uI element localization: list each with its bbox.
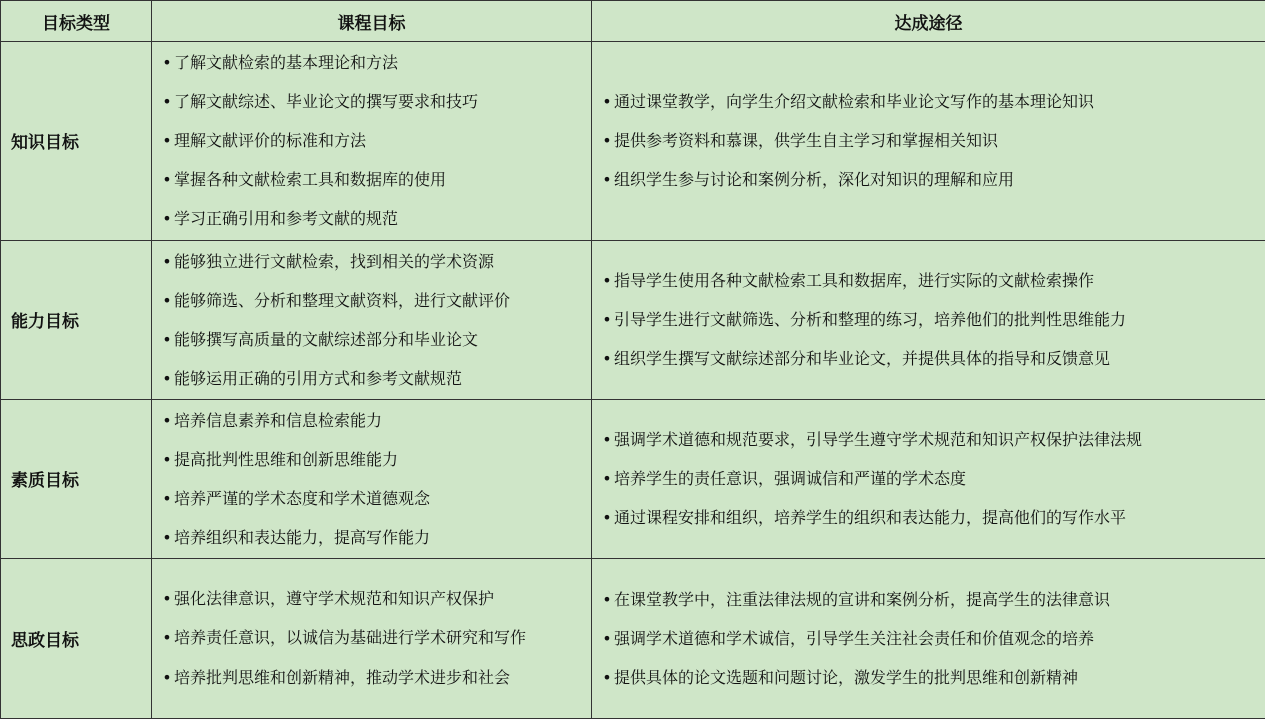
table-row (1, 400, 1265, 558)
table-row (1, 240, 1265, 399)
target-type-cell: 知识目标 (1, 42, 152, 241)
bullet-icon: • (162, 131, 172, 151)
methods-cell (592, 42, 1265, 241)
list-item: • 强化法律意识，遵守学术规范和知识产权保护 (160, 579, 591, 618)
list-item: • 能够筛选、分析和整理文献资料，进行文献评价 (160, 281, 591, 320)
list-item: • 提供参考资料和慕课，供学生自主学习和掌握相关知识 (600, 121, 1265, 160)
bullet-icon: • (602, 430, 612, 450)
list-item: • 了解文献检索的基本理论和方法 (160, 43, 591, 82)
list-item: • 通过课堂教学，向学生介绍文献检索和毕业论文写作的基本理论知识 (600, 82, 1265, 121)
bullet-icon: • (162, 410, 172, 430)
bullet-icon: • (602, 628, 612, 648)
list-item: • 指导学生使用各种文献检索工具和数据库，进行实际的文献检索操作 (600, 261, 1265, 300)
bullet-icon: • (162, 488, 172, 508)
bullet-icon: • (162, 589, 172, 609)
bullet-icon: • (162, 53, 172, 73)
target-type-cell: 思政目标 (1, 558, 152, 719)
list-item: • 能够运用正确的引用方式和参考文献规范 (160, 359, 591, 398)
bullet-icon: • (162, 449, 172, 469)
header-course-goal: 课程目标 (152, 1, 592, 42)
goals-cell (152, 240, 592, 399)
bullet-icon: • (162, 527, 172, 547)
list-item: • 培养组织和表达能力，提高写作能力 (160, 518, 591, 557)
bullet-icon: • (602, 469, 612, 489)
bullet-icon: • (162, 668, 172, 688)
header-target-type: 目标类型 (1, 1, 152, 42)
list-item: • 理解文献评价的标准和方法 (160, 121, 591, 160)
bullet-icon: • (162, 92, 172, 112)
bullet-icon: • (602, 508, 612, 528)
list-item: • 引导学生进行文献筛选、分析和整理的练习，培养他们的批判性思维能力 (600, 300, 1265, 339)
list-item: • 培养责任意识，以诚信为基础进行学术研究和写作 (160, 618, 591, 658)
bullet-icon: • (602, 667, 612, 687)
list-item: • 能够撰写高质量的文献综述部分和毕业论文 (160, 320, 591, 359)
bullet-icon: • (162, 329, 172, 349)
goals-cell (152, 42, 592, 241)
list-item: • 培养严谨的学术态度和学术道德观念 (160, 479, 591, 518)
goals-cell (152, 400, 592, 558)
bullet-icon: • (602, 271, 612, 291)
bullet-icon: • (162, 290, 172, 310)
table-row (1, 42, 1265, 241)
bullet-icon: • (162, 251, 172, 271)
bullet-icon: • (162, 170, 172, 190)
list-item: • 通过课程安排和组织，培养学生的组织和表达能力，提高他们的写作水平 (600, 498, 1265, 537)
bullet-icon: • (602, 589, 612, 609)
bullet-icon: • (602, 349, 612, 369)
list-item: • 在课堂教学中，注重法律法规的宣讲和案例分析，提高学生的法律意识 (600, 580, 1265, 619)
goals-cell (152, 558, 592, 719)
list-item: • 强调学术道德和学术诚信，引导学生关注社会责任和价值观念的培养 (600, 619, 1265, 658)
bullet-icon: • (602, 131, 612, 151)
bullet-icon: • (602, 170, 612, 190)
methods-cell (592, 400, 1265, 558)
list-item: • 能够独立进行文献检索，找到相关的学术资源 (160, 242, 591, 281)
list-item: • 强调学术道德和规范要求，引导学生遵守学术规范和知识产权保护法律法规 (600, 420, 1265, 459)
list-item: • 提高批判性思维和创新思维能力 (160, 440, 591, 479)
list-item: • 组织学生参与讨论和案例分析，深化对知识的理解和应用 (600, 160, 1265, 199)
list-item: • 提供具体的论文选题和问题讨论，激发学生的批判思维和创新精神 (600, 658, 1265, 697)
bullet-icon: • (602, 92, 612, 112)
list-item: • 培养学生的责任意识，强调诚信和严谨的学术态度 (600, 459, 1265, 498)
bullet-icon: • (162, 209, 172, 229)
target-type-cell: 能力目标 (1, 240, 152, 399)
bullet-icon: • (162, 628, 172, 648)
header-row (1, 1, 1265, 42)
list-item: • 掌握各种文献检索工具和数据库的使用 (160, 160, 591, 199)
list-item: • 培养信息素养和信息检索能力 (160, 401, 591, 440)
bullet-icon: • (162, 368, 172, 388)
list-item: • 了解文献综述、毕业论文的撰写要求和技巧 (160, 82, 591, 121)
list-item: • 培养批判思维和创新精神，推动学术进步和社会 (160, 658, 591, 697)
methods-cell (592, 240, 1265, 399)
header-approach: 达成途径 (592, 1, 1265, 42)
list-item: • 组织学生撰写文献综述部分和毕业论文，并提供具体的指导和反馈意见 (600, 339, 1265, 378)
list-item: • 学习正确引用和参考文献的规范 (160, 199, 591, 238)
methods-cell (592, 558, 1265, 719)
table-row (1, 558, 1265, 719)
bullet-icon: • (602, 310, 612, 330)
target-type-cell: 素质目标 (1, 400, 152, 558)
